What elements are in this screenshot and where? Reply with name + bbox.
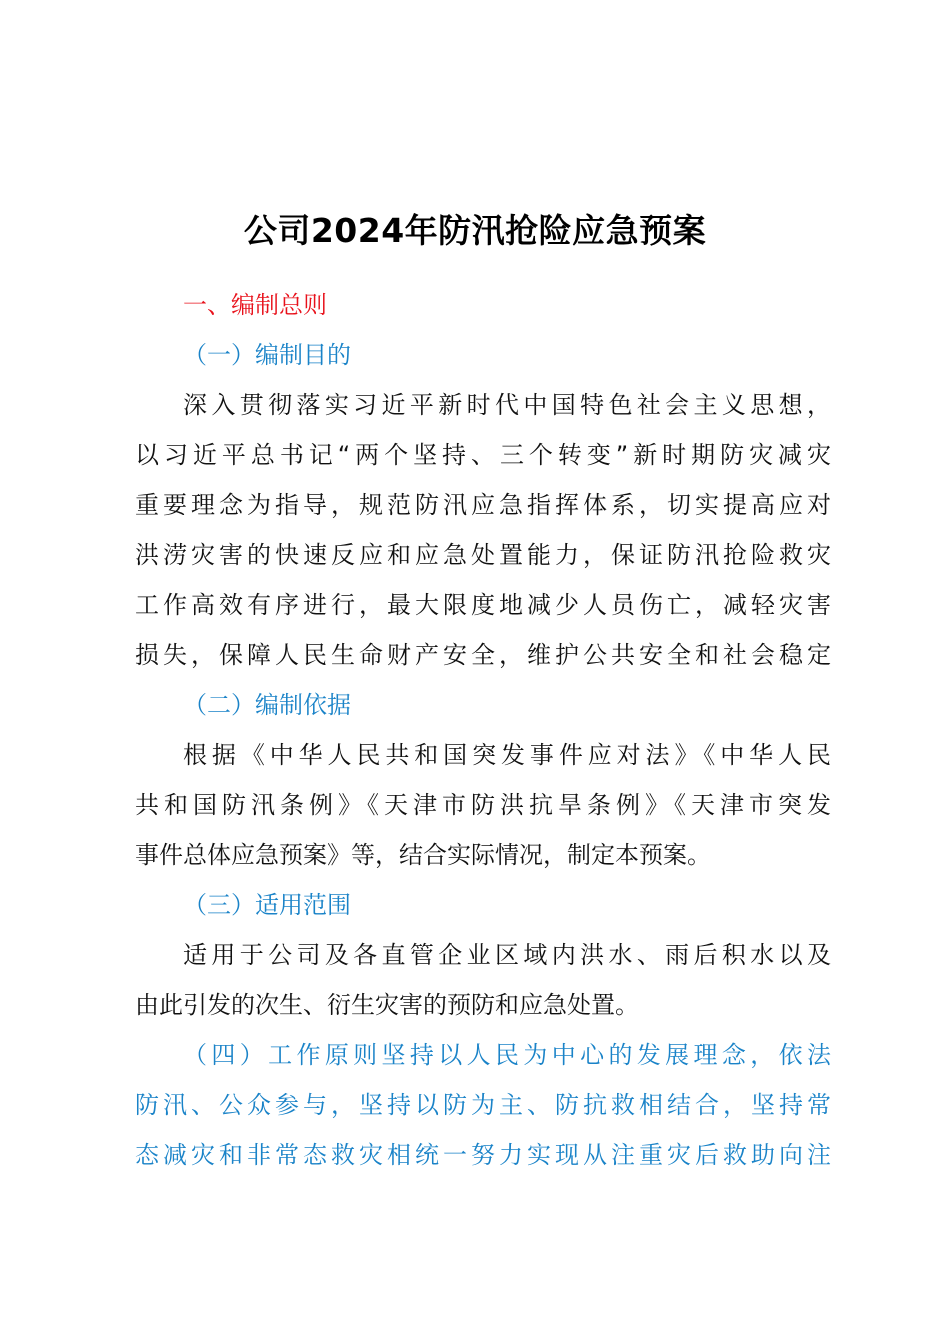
paragraph-line: 根据《中华人民共和国突发事件应对法》《中华人民 [183, 741, 831, 769]
paragraph-line: 共和国防汛条例》《天津市防洪抗旱条例》《天津市突发 [135, 791, 831, 819]
subsection-heading-basis: （二）编制依据 [183, 691, 351, 719]
paragraph-line: 损失，保障人民生命财产安全，维护公共安全和社会稳定 [135, 641, 831, 669]
subsection-heading-scope: （三）适用范围 [183, 891, 351, 919]
document-body [135, 280, 831, 1180]
paragraph-line: 适用于公司及各直管企业区域内洪水、雨后积水以及 [183, 941, 831, 969]
paragraph-line: 以习近平总书记“两个坚持、三个转变”新时期防灾减灾 [135, 441, 831, 469]
paragraph-line: 由此引发的次生、衍生灾害的预防和应急处置。 [135, 991, 639, 1019]
subsection-heading-purpose: （一）编制目的 [183, 341, 351, 369]
paragraph-line: 重要理念为指导，规范防汛应急指挥体系，切实提高应对 [135, 491, 831, 519]
paragraph-line: 工作高效有序进行，最大限度地减少人员伤亡，减轻灾害 [135, 591, 831, 619]
paragraph-line: 深入贯彻落实习近平新时代中国特色社会主义思想， [183, 391, 831, 419]
document-title: 公司2024年防汛抢险应急预案 [243, 211, 707, 250]
section-heading-general-principles: 一、编制总则 [183, 291, 327, 319]
paragraph-line: 事件总体应急预案》等，结合实际情况，制定本预案。 [135, 841, 711, 869]
subsection-principles-line: （四）工作原则坚持以人民为中心的发展理念，依法 [183, 1041, 831, 1069]
subsection-principles-line: 防汛、公众参与，坚持以防为主、防抗救相结合，坚持常 [135, 1091, 831, 1119]
subsection-principles-line: 态减灾和非常态救灾相统一努力实现从注重灾后救助向注 [135, 1141, 831, 1169]
paragraph-line: 洪涝灾害的快速反应和应急处置能力，保证防汛抢险救灾 [135, 541, 831, 569]
